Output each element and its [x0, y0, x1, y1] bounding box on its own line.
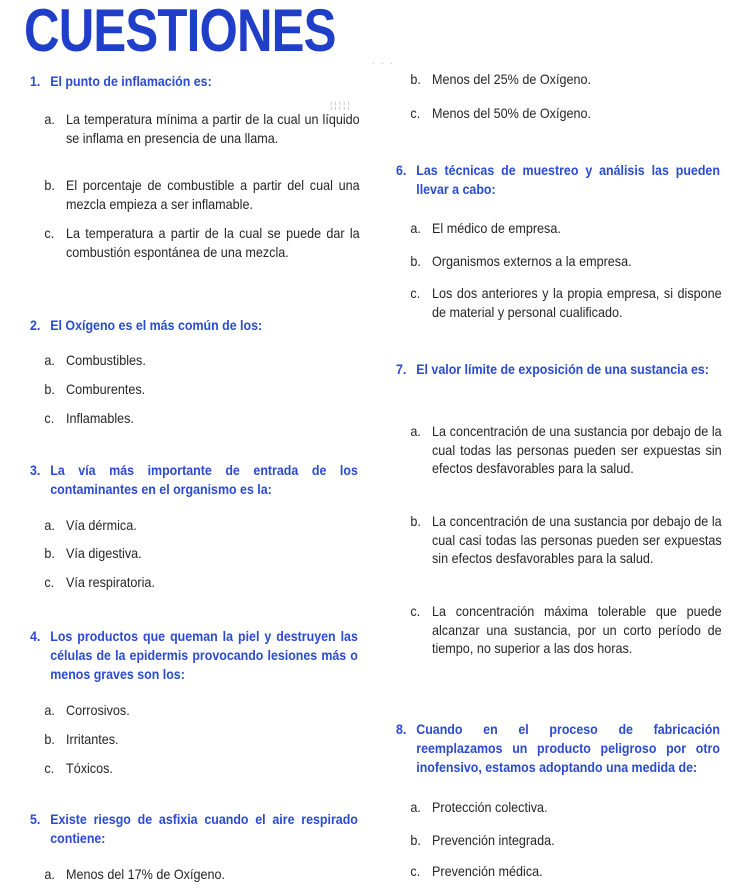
- option-letter: c.: [44, 225, 55, 241]
- option-4c: [30, 759, 360, 778]
- question-number: 2.: [30, 318, 41, 333]
- question-text: El punto de inflamación es:: [50, 74, 212, 89]
- option-text: Corrosivos.: [66, 702, 130, 718]
- question-text: La vía más importante de entrada de los contaminantes en el organismo es la:: [50, 463, 358, 497]
- question-text: El valor límite de exposición de una sustancia es:: [416, 362, 709, 377]
- question-number: 4.: [30, 629, 41, 644]
- option-text: Prevención médica.: [432, 863, 543, 879]
- option-text: Vía digestiva.: [66, 545, 142, 561]
- question-3-heading: [30, 461, 358, 499]
- page-title: CUESTIONES: [24, 0, 336, 64]
- question-number: 8.: [396, 722, 407, 737]
- option-text: Inflamables.: [66, 410, 134, 426]
- option-8a: [396, 798, 722, 817]
- option-7b: [396, 512, 722, 568]
- option-1b: [30, 176, 360, 213]
- option-letter: c.: [44, 410, 55, 426]
- question-text: Cuando en el proceso de fabricación reemplazamos un producto peligroso por otro inofensivo, estamos adoptando una medida de:: [416, 722, 720, 775]
- question-number: 1.: [30, 74, 41, 89]
- option-6b: [396, 252, 722, 271]
- option-letter: a.: [410, 220, 421, 236]
- option-text: La concentración de una sustancia por debajo de la cual todas las personas pueden ser expuestas sin efectos desfavorables para la salud.: [432, 423, 722, 476]
- question-number: 3.: [30, 463, 41, 478]
- option-letter: a.: [44, 352, 55, 368]
- option-letter: c.: [410, 285, 421, 301]
- option-4a: [30, 701, 360, 720]
- option-6c: [396, 284, 722, 321]
- option-text: Menos del 17% de Oxígeno.: [66, 866, 226, 882]
- option-5a: [30, 865, 360, 884]
- option-2a: [30, 351, 360, 370]
- option-letter: a.: [44, 517, 55, 533]
- option-1a: [30, 110, 360, 147]
- question-6-heading: [396, 161, 720, 199]
- question-number: 6.: [396, 163, 407, 178]
- question-text: Las técnicas de muestreo y análisis las pueden llevar a cabo:: [416, 163, 720, 197]
- option-text: La concentración máxima tolerable que puede alcanzar una sustancia, por un corto período de tiempo, no superior a las dos horas.: [432, 603, 722, 656]
- option-letter: b.: [410, 71, 421, 87]
- option-letter: a.: [44, 866, 55, 882]
- option-letter: b.: [44, 545, 55, 561]
- option-text: Irritantes.: [66, 731, 119, 747]
- option-letter: b.: [44, 177, 55, 193]
- option-text: Menos del 25% de Oxígeno.: [432, 71, 592, 87]
- option-5b: [396, 70, 722, 89]
- option-4b: [30, 730, 360, 749]
- option-7a: [396, 422, 722, 478]
- question-text: Existe riesgo de asfixia cuando el aire respirado contiene:: [50, 812, 358, 846]
- option-text: Prevención integrada.: [432, 832, 555, 848]
- option-text: Comburentes.: [66, 381, 146, 397]
- scan-noise: ∙ ∙ ∙: [372, 58, 395, 68]
- question-4-heading: [30, 627, 358, 684]
- option-letter: b.: [44, 731, 55, 747]
- question-8-heading: [396, 720, 720, 777]
- question-7-heading: [396, 360, 720, 379]
- option-text: La concentración de una sustancia por debajo de la cual casi todas las personas pueden ser expuestas sin efectos desfavorables para la salud.: [432, 513, 722, 566]
- question-5-heading: [30, 810, 358, 848]
- option-text: Tóxicos.: [66, 760, 113, 776]
- option-2b: [30, 380, 360, 399]
- option-text: La temperatura a partir de la cual se puede dar la combustión espontánea de una mezcla.: [66, 225, 360, 260]
- question-number: 5.: [30, 812, 41, 827]
- option-text: Vía dérmica.: [66, 517, 137, 533]
- option-text: Menos del 50% de Oxígeno.: [432, 105, 592, 121]
- option-text: Organismos externos a la empresa.: [432, 253, 632, 269]
- option-text: La temperatura mínima a partir de la cual un líquido se inflama en presencia de una llama.: [66, 111, 360, 146]
- option-letter: a.: [44, 111, 55, 127]
- option-7c: [396, 602, 722, 658]
- option-letter: c.: [410, 603, 421, 619]
- option-text: Protección colectiva.: [432, 799, 548, 815]
- question-1-heading: [30, 72, 358, 91]
- option-letter: b.: [410, 253, 421, 269]
- option-letter: c.: [44, 760, 55, 776]
- question-number: 7.: [396, 362, 407, 377]
- option-letter: a.: [44, 702, 55, 718]
- scan-noise: ¦¦¦¦¦: [330, 100, 352, 110]
- option-letter: c.: [44, 574, 55, 590]
- option-5c: [396, 104, 722, 123]
- option-text: Combustibles.: [66, 352, 146, 368]
- option-2c: [30, 409, 360, 428]
- option-text: El médico de empresa.: [432, 220, 561, 236]
- option-text: Vía respiratoria.: [66, 574, 155, 590]
- option-letter: b.: [44, 381, 55, 397]
- option-3a: [30, 516, 360, 535]
- option-letter: b.: [410, 513, 421, 529]
- option-1c: [30, 224, 360, 261]
- question-2-heading: [30, 316, 358, 335]
- question-text: El Oxígeno es el más común de los:: [50, 318, 263, 333]
- option-3c: [30, 573, 360, 592]
- question-text: Los productos que queman la piel y destruyen las células de la epidermis provocando lesiones más o menos graves son los:: [50, 629, 358, 682]
- option-letter: c.: [410, 105, 421, 121]
- option-8b: [396, 831, 722, 850]
- option-letter: c.: [410, 863, 421, 879]
- option-6a: [396, 219, 722, 238]
- option-text: El porcentaje de combustible a partir del cual una mezcla empieza a ser inflamable.: [66, 177, 360, 212]
- option-letter: a.: [410, 799, 421, 815]
- option-letter: b.: [410, 832, 421, 848]
- option-8c: [396, 862, 722, 881]
- option-letter: a.: [410, 423, 421, 439]
- option-text: Los dos anteriores y la propia empresa, si dispone de material y personal cualificado.: [432, 285, 722, 320]
- option-3b: [30, 544, 360, 563]
